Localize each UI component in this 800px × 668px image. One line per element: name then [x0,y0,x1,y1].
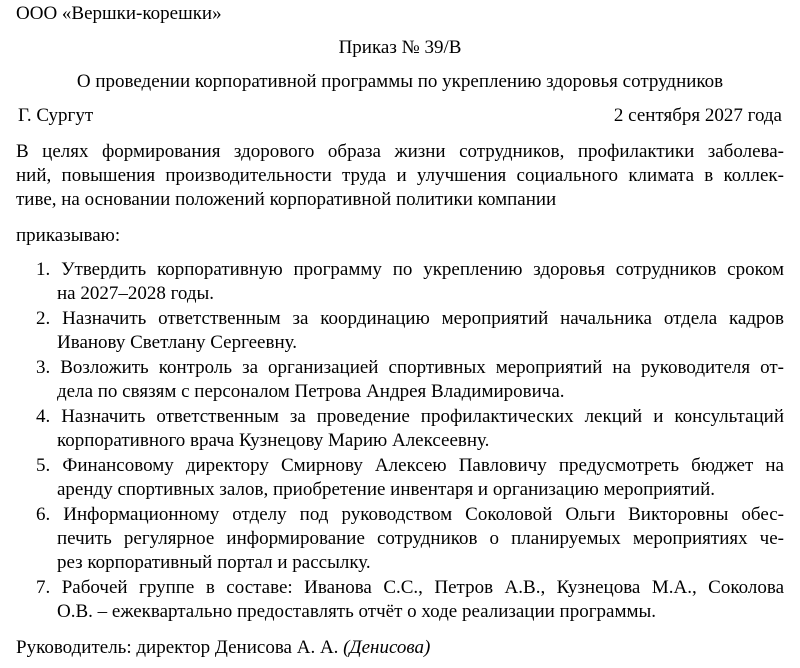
list-item-line: 7. Рабочей группе в составе: Иванова С.С., Петров А.В., Кузнецова М.А., Соколова [36,577,784,598]
preamble-line: тиве, на основании положений корпоративной политики компании [16,189,557,210]
order-title: Приказ № 39/В [338,37,462,58]
list-item-line: аренду спортивных залов, приобретение инвентаря и организацию мероприятий. [57,479,716,500]
company-name: ООО «Вершки-корешки» [16,3,222,24]
list-item-line: О.В. – ежеквартально предоставлять отчёт о ходе реализации программы. [57,601,657,622]
list-item-line: 6. Информационному отделу под руководством Соколовой Ольги Викторовны обес- [36,504,784,525]
list-item-line: Иванову Светлану Сергеевну. [57,332,297,353]
handwritten-signature: (Денисова) [343,637,431,658]
signature-row [16,636,784,660]
place-date-row [18,104,782,128]
list-item-line: корпоративного врача Кузнецову Марию Алексеевну. [57,430,490,451]
order-word: приказываю: [16,225,121,246]
order-subject: О проведении корпоративной программы по укреплению здоровья сотрудников [76,71,724,92]
list-item-line: 1. Утвердить корпоративную программу по укреплению здоровья сотрудников сроком [36,259,784,280]
preamble-line: В целях формирования здорового образа жизни сотрудников, профилактики заболева- [16,141,784,162]
list-item-line: 3. Возложить контроль за организацией спортивных мероприятий на руководителя от- [36,357,784,378]
list-item-line: 5. Финансовому директору Смирнову Алексею Павловичу предусмотреть бюджет на [36,455,784,476]
order-date: 2 сентября 2027 года [613,105,782,126]
list-item-line: 2. Назначить ответственным за координацию мероприятий начальника отдела кадров [36,308,784,329]
list-item-line: на 2027–2028 годы. [57,283,215,304]
signature-label: Руководитель: директор Денисова А. А. [16,637,339,658]
preamble-line: ний, повышения производительности труда и улучшения социального климата в коллек- [16,165,784,186]
list-item-line: 4. Назначить ответственным за проведение профилактических лекций и консультаций [36,406,784,427]
list-item-line: рез корпоративный портал и рассылку. [57,552,371,573]
list-item-line: дела по связям с персоналом Петрова Андрея Владимировича. [57,381,565,402]
list-item-line: печить регулярное информирование сотрудников о планируемых мероприятиях че- [57,528,784,549]
city: Г. Сургут [18,105,94,126]
